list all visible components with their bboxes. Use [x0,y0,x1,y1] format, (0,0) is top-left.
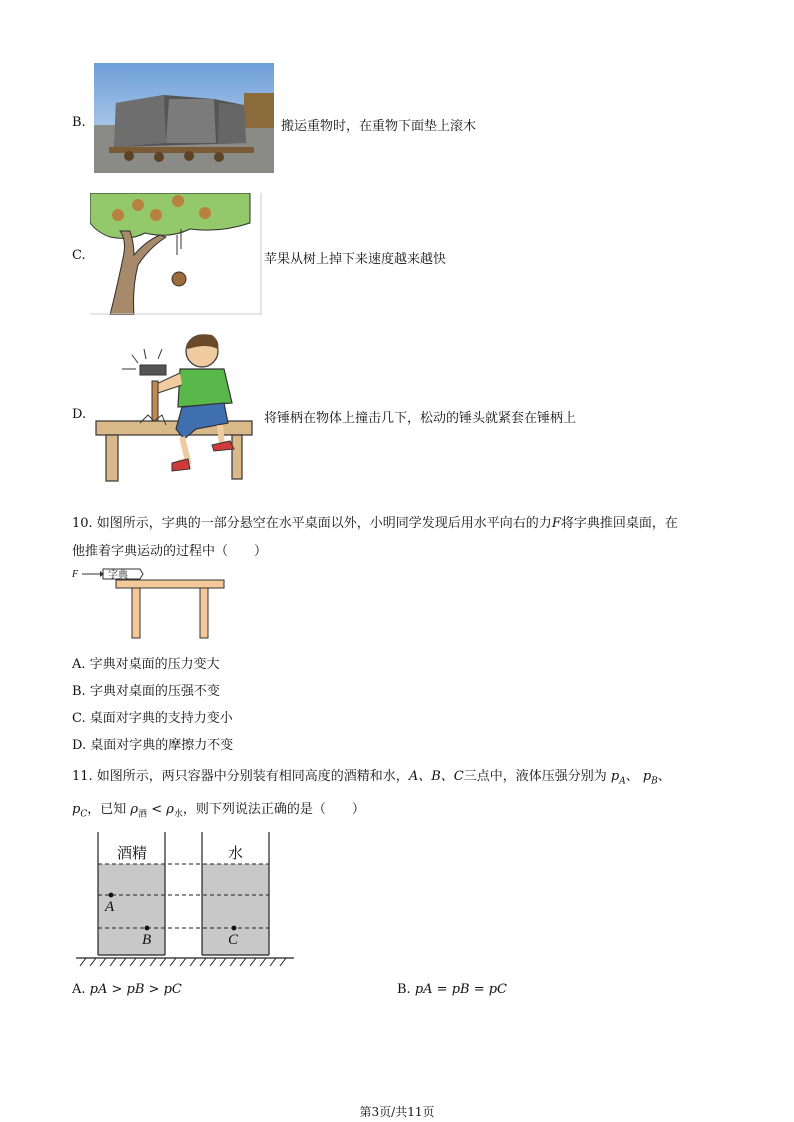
option-letter: A. [72,657,86,672]
q11-pa: $p_A$ [610,769,626,787]
q10-force-symbol: F [551,516,561,531]
q10-force-label: F [72,569,79,580]
hammer-boy-drawing [92,329,258,483]
rho-water: $\rho_水$ [166,802,183,820]
alcohol-label: 酒精 [117,844,148,862]
rollers-photo [94,63,274,173]
q10-stem-line2: 他推着字典运动的过程中（ ） [72,544,268,559]
point-a-dot [109,893,114,898]
point-c-dot [232,926,237,931]
option-letter-d: D. [72,407,87,422]
page-footer: 第3页/共11页 [359,1105,435,1119]
q11-points: A、B、C [408,769,464,784]
option-letter: C. [72,711,86,726]
q11-stem-line1: 11. 如图所示，两只容器中分别装有相同高度的酒精和水，A、B、C三点中，液体压强分别为 $p_A$、 $p_B$、 [72,769,671,787]
q10-stem-line1 [72,512,678,531]
apple-tree-drawing [90,193,262,315]
option-b-text: 搬运重物时，在重物下面垫上滚木 [281,119,477,134]
q10-option-c [72,707,233,726]
point-b-dot [145,926,150,931]
point-b-label: B [142,932,152,948]
q11-option-a-expr: pA > pB > pC [89,982,182,997]
option-letter: B. [397,982,411,997]
q10-option-a [72,653,220,672]
option-letter-b: B. [72,115,86,130]
option-text: 桌面对字典的摩擦力不变 [90,738,234,753]
less-than-sign: < [151,802,163,817]
q10-option-d [72,734,233,753]
q11-option-a [72,982,182,997]
q11-line1-start: 11. 如图所示，两只容器中分别装有相同高度的酒精和水， [72,769,409,784]
option-d-text: 将锤柄在物体上撞击几下，松动的锤头就紧套在锤柄上 [264,411,577,426]
option-letter: A. [72,982,86,997]
q11-line2-end: ，则下列说法正确的是（ ） [182,802,365,817]
q10-option-b [72,680,220,699]
point-c-label: C [228,932,239,948]
q11-stem-line2 [72,798,365,820]
q11-option-b-expr: pA = pB = pC [414,982,507,997]
water-label: 水 [228,844,244,862]
rho-alcohol: $\rho_酒$ [130,802,148,820]
option-text: 字典对桌面的压强不变 [89,684,220,699]
q11-pb: $p_B$ [642,769,658,787]
q10-line1-text: 10. 如图所示，字典的一部分悬空在水平桌面以外，小明同学发现后用水平向右的力 [72,516,552,531]
option-text: 字典对桌面的压力变大 [89,657,220,672]
q11-containers-figure [72,828,298,968]
q11-line1-mid: 三点中，液体压强分别为 [463,769,607,784]
q10-book-label: 字典 [108,570,128,581]
option-letter: B. [72,684,86,699]
option-letter: D. [72,738,87,753]
q11-option-b [397,982,507,997]
point-a-label: A [105,899,115,915]
q10-line1-end: 将字典推回桌面，在 [560,516,678,531]
option-text: 桌面对字典的支持力变小 [89,711,233,726]
option-c-text: 苹果从树上掉下来速度越来越快 [264,252,447,267]
option-letter-c: C. [72,248,86,263]
q11-line2-mid: ，已知 [87,802,127,817]
q10-desk-figure [70,563,230,643]
q11-pc: $p_C$ [72,802,88,820]
